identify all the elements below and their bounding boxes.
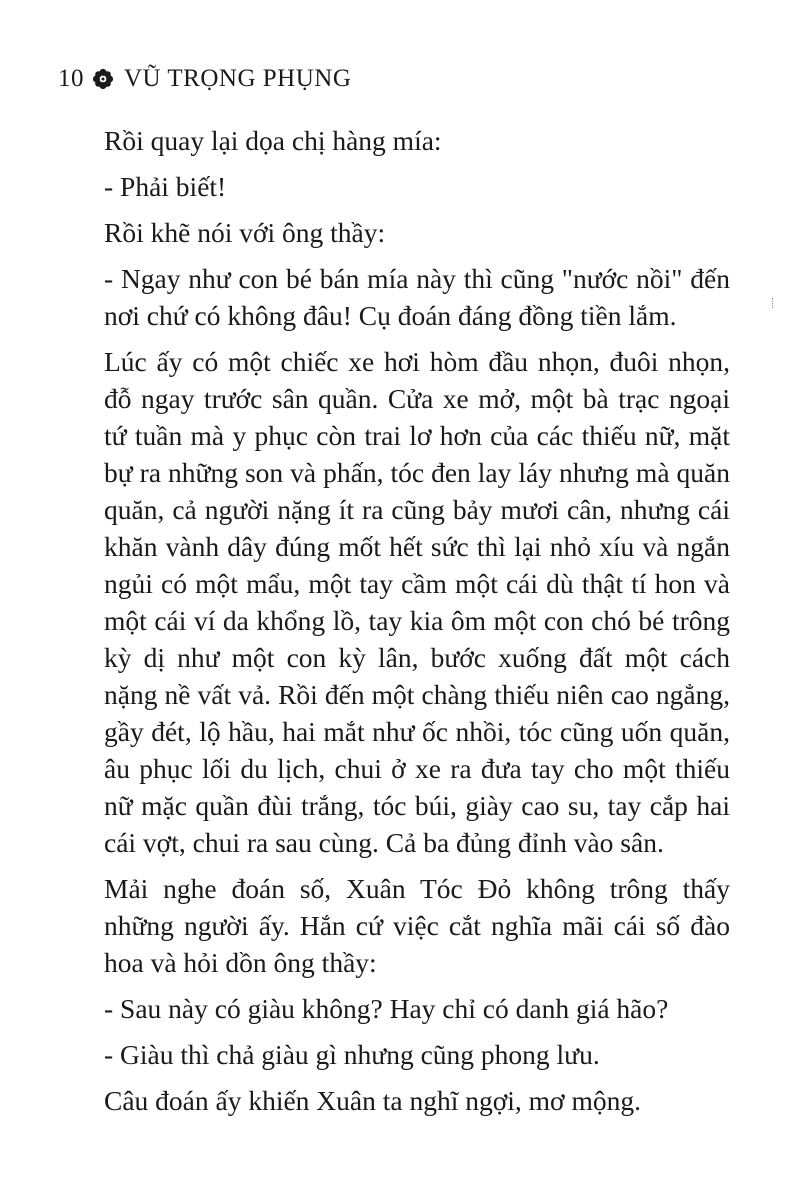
running-header	[58, 62, 351, 96]
text-body	[104, 122, 730, 1128]
paragraph-5: Lúc ấy có một chiếc xe hơi hòm đầu nhọn, đuôi nhọn, đỗ ngay trước sân quần. Cửa xe mở, một bà trạc ngoại tứ tuần mà y phục còn trai lơ hơn của các thiếu nữ, mặt bự ra những son và phấn, tóc đen lay láy nhưng mà quăn quăn, cả người nặng ít ra cũng bảy mươi cân, nhưng cái khăn vành dây đúng mốt hết sức thì lại nhỏ xíu và ngắn ngủi có một mẩu, một tay cầm một cái dù thật tí hon và một cái ví da khổng lồ, tay kia ôm một con chó bé trông kỳ dị như một con kỳ lân, bước xuống đất một cách nặng nề vất vả. Rồi đến một chàng thiếu niên cao ngẳng, gầy đét, lộ hầu, hai mắt như ốc nhồi, tóc cũng uốn quăn, âu phục lối du lịch, chui ở xe ra đưa tay cho một thiếu nữ mặc quần đùi trắng, tóc búi, giày cao su, tay cắp hai cái vợt, chui ra sau cùng. Cả ba đủng đỉnh vào sân.	[104, 346, 730, 858]
paragraph-2: - Phải biết!	[104, 171, 227, 202]
paragraph-3: Rồi khẽ nói với ông thầy:	[104, 217, 386, 248]
page-number: 10	[58, 65, 84, 92]
paragraph-9: Câu đoán ấy khiến Xuân ta nghĩ ngợi, mơ mộng.	[104, 1085, 641, 1116]
paragraph-6: Mải nghe đoán số, Xuân Tóc Đỏ không trông thấy những người ấy. Hắn cứ việc cắt nghĩa mãi cái số đào hoa và hỏi dồn ông thầy:	[104, 873, 730, 978]
paragraph-4: - Ngay như con bé bán mía này thì cũng "nước nồi" đến nơi chứ có không đâu! Cụ đoán đáng đồng tiền lắm.	[104, 263, 730, 331]
margin-speck	[772, 298, 775, 308]
paragraph-7: - Sau này có giàu không? Hay chỉ có danh giá hão?	[104, 993, 669, 1024]
paragraph-1: Rồi quay lại dọa chị hàng mía:	[104, 125, 442, 156]
flower-ornament-icon	[92, 68, 114, 90]
author-name: VŨ TRỌNG PHỤNG	[124, 65, 352, 92]
paragraph-8: - Giàu thì chả giàu gì nhưng cũng phong lưu.	[104, 1039, 600, 1070]
